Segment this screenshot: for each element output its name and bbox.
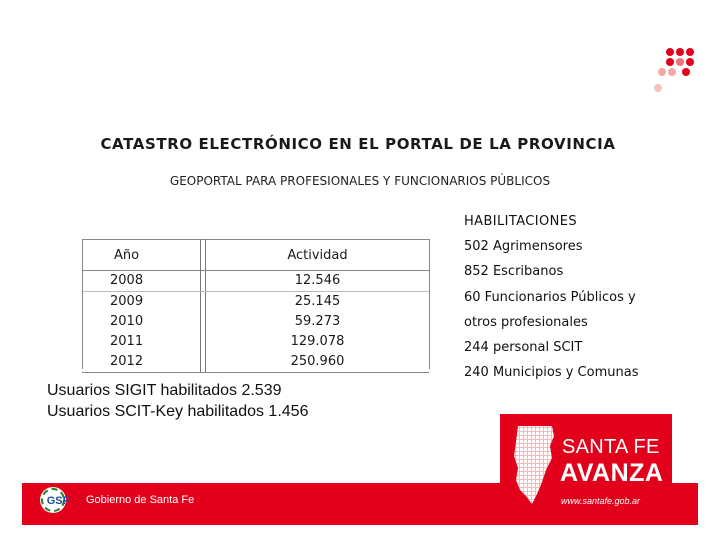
row-year: 2009 (110, 294, 144, 309)
table-row (82, 332, 429, 352)
gsf-logo-icon (38, 485, 78, 515)
list-item: 244 personal SCIT (464, 340, 583, 356)
row-year: 2008 (82, 271, 201, 292)
table-row (82, 271, 429, 292)
row-activity: 59.273 (294, 314, 341, 329)
row-activity: 12.546 (206, 271, 430, 292)
table-row (82, 312, 429, 332)
table-row (82, 352, 429, 373)
table-header-row (82, 240, 429, 271)
gsf-logo-text: GSF (46, 495, 70, 507)
row-year: 2012 (82, 352, 201, 373)
activity-table (82, 239, 429, 373)
page-title: CATASTRO ELECTRÓNICO EN EL PORTAL DE LA PROVINCIA (100, 135, 616, 153)
list-item: 60 Funcionarios Públicos y (464, 289, 636, 305)
sigit-users-text: Usuarios SIGIT habilitados 2.539 (47, 382, 282, 399)
list-item: otros profesionales (464, 314, 588, 330)
website-url: www.santafe.gob.ar (561, 496, 641, 506)
gobierno-label: Gobierno de Santa Fe (86, 494, 195, 506)
row-year: 2011 (110, 334, 144, 349)
dotted-grid-logo-icon (650, 48, 698, 96)
list-item: 502 Agrimensores (464, 239, 583, 254)
santa-fe-label: SANTA FE (562, 436, 660, 458)
row-activity: 129.078 (290, 334, 345, 349)
users-summary (47, 380, 308, 422)
column-header-year: Año (114, 247, 140, 263)
avanza-label: AVANZA (560, 459, 664, 487)
list-item: 852 Escribanos (464, 264, 564, 280)
list-item: 240 Municipios y Comunas (464, 365, 639, 381)
row-year: 2010 (110, 314, 144, 329)
row-activity: 25.145 (294, 294, 341, 309)
habilitaciones-list (464, 237, 638, 389)
table-row (82, 292, 429, 313)
row-activity: 250.960 (206, 352, 430, 373)
page-subtitle: GEOPORTAL PARA PROFESIONALES Y FUNCIONARIOS PÚBLICOS (169, 174, 551, 188)
habilitaciones-title: HABILITACIONES (464, 214, 578, 229)
scit-key-users-text: Usuarios SCIT-Key habilitados 1.456 (47, 403, 309, 420)
santa-fe-map-icon (512, 424, 558, 506)
column-header-activity: Actividad (287, 247, 348, 263)
